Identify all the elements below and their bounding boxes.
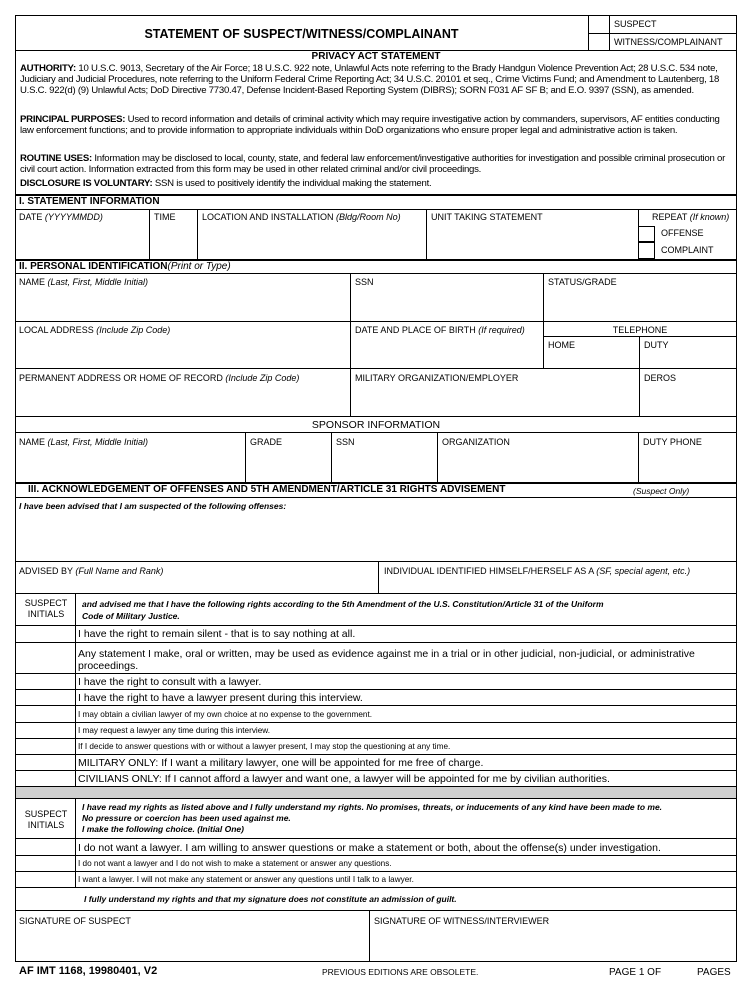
- choice-initials-1[interactable]: [17, 840, 74, 854]
- right-statement-evidence-cont: proceedings.: [78, 660, 139, 672]
- right-statement-evidence: Any statement I make, oral or written, may be used as evidence against me in a trial or in other judicial, non-judicial, or administrative: [78, 648, 695, 660]
- date-field[interactable]: [19, 224, 147, 257]
- time-field[interactable]: [151, 224, 195, 257]
- initials-field-5[interactable]: [17, 707, 74, 721]
- form-title: STATEMENT OF SUSPECT/WITNESS/COMPLAINANT: [144, 27, 459, 41]
- choice-want-lawyer: I want a lawyer. I will not make any statement or answer any questions until I talk to a lawyer.: [78, 875, 414, 884]
- signature-suspect-label: SIGNATURE OF SUSPECT: [19, 916, 131, 926]
- initials-field-3[interactable]: [17, 675, 74, 688]
- signature-witness-label: SIGNATURE OF WITNESS/INTERVIEWER: [374, 916, 550, 926]
- page-total: PAGES: [697, 967, 731, 978]
- dob-label: DATE AND PLACE OF BIRTH (If required): [355, 325, 525, 335]
- perm-address-label: PERMANENT ADDRESS OR HOME OF RECORD (Include Zip Code): [19, 373, 300, 383]
- telephone-label: TELEPHONE: [612, 325, 668, 335]
- initials-field-2[interactable]: [17, 644, 74, 672]
- choice-preamble: I have read my rights as listed above and I fully understand my rights. No promises, threats, or inducements of any kind have been made to me. No pressure or coercion has been used against me. I make the following choice. (Initial One): [82, 802, 663, 834]
- offense-checkbox[interactable]: [638, 226, 655, 242]
- date-label: DATE (YYYYMMDD): [19, 212, 103, 222]
- deros-field[interactable]: [641, 384, 735, 415]
- sponsor-name-label: NAME (Last, First, Middle Initial): [19, 437, 149, 447]
- witness-option-label: WITNESS/COMPLAINANT: [614, 37, 723, 47]
- repeat-label: REPEAT (If known): [652, 212, 730, 222]
- right-stop-questioning: If I decide to answer questions with or without a lawyer present, I may stop the questioning at any time.: [78, 742, 451, 751]
- complaint-checkbox[interactable]: [638, 242, 655, 259]
- advised-by-label: ADVISED BY (Full Name and Rank): [19, 566, 164, 576]
- military-org-label: MILITARY ORGANIZATION/EMPLOYER: [355, 373, 519, 383]
- sponsor-name-field[interactable]: [17, 448, 243, 480]
- location-label: LOCATION AND INSTALLATION (Bldg/Room No): [202, 212, 401, 222]
- sponsor-duty-phone-field[interactable]: [640, 448, 735, 480]
- suspect-only-note: (Suspect Only): [633, 486, 690, 496]
- right-request-lawyer: I may request a lawyer any time during this interview.: [78, 726, 271, 735]
- military-org-field[interactable]: [352, 384, 637, 415]
- sponsor-org-field[interactable]: [439, 448, 636, 480]
- privacy-disclosure: DISCLOSURE IS VOLUNTARY: SSN is used to positively identify the individual making the statement.: [20, 178, 432, 189]
- section1-title: I. STATEMENT INFORMATION: [19, 196, 160, 207]
- perm-address-field[interactable]: [17, 384, 348, 415]
- right-civilian-lawyer: I may obtain a civilian lawyer of my own choice at no expense to the government.: [78, 710, 372, 719]
- gray-divider: [16, 787, 736, 798]
- ssn-field[interactable]: [352, 288, 541, 319]
- privacy-title: PRIVACY ACT STATEMENT: [311, 51, 441, 62]
- privacy-routine-uses: ROUTINE USES: Information may be disclosed to local, county, state, and federal law enforcement/investigative authorities for investigation and possible criminal prosecution or civil court action. Information extracted from this form may be used in other related criminal and/or civil proceedings.: [20, 153, 726, 175]
- initials-field-1[interactable]: [17, 627, 74, 641]
- unit-label: UNIT TAKING STATEMENT: [431, 212, 543, 222]
- local-address-label: LOCAL ADDRESS (Include Zip Code): [19, 325, 171, 335]
- sponsor-ssn-field[interactable]: [333, 448, 435, 480]
- suspect-initials-header-2: SUSPECT INITIALS: [24, 809, 68, 830]
- ssn-label: SSN: [355, 277, 374, 287]
- choice-initials-3[interactable]: [17, 873, 74, 886]
- status-grade-field[interactable]: [545, 288, 735, 319]
- initials-field-7[interactable]: [17, 740, 74, 753]
- choice-no-lawyer-no-statement: I do not want a lawyer and I do not wish to make a statement or answer any questions.: [78, 859, 392, 868]
- identified-as-label: INDIVIDUAL IDENTIFIED HIMSELF/HERSELF AS A (SF, special agent, etc.): [384, 566, 691, 576]
- right-consult-lawyer: I have the right to consult with a lawyer.: [78, 676, 262, 688]
- sponsor-ssn-label: SSN: [336, 437, 355, 447]
- location-field[interactable]: [199, 224, 424, 257]
- sponsor-grade-label: GRADE: [250, 437, 283, 447]
- section2-title: II. PERSONAL IDENTIFICATION(Print or Type): [19, 261, 231, 272]
- signature-witness-field[interactable]: [371, 928, 735, 960]
- right-military-only: MILITARY ONLY: If I want a military lawyer, one will be appointed for me free of charge.: [78, 757, 484, 769]
- initials-field-8[interactable]: [17, 756, 74, 769]
- signature-suspect-field[interactable]: [17, 928, 367, 960]
- duty-phone-field[interactable]: [641, 351, 735, 367]
- sponsor-title: SPONSOR INFORMATION: [311, 419, 441, 431]
- status-grade-label: STATUS/GRADE: [548, 277, 617, 287]
- suspect-initials-header: SUSPECT INITIALS: [24, 598, 68, 619]
- initials-field-6[interactable]: [17, 724, 74, 737]
- choice-initials-2[interactable]: [17, 857, 74, 870]
- offense-label: OFFENSE: [661, 228, 704, 238]
- section3-title: III. ACKNOWLEDGEMENT OF OFFENSES AND 5TH AMENDMENT/ARTICLE 31 RIGHTS ADVISEMENT: [28, 484, 506, 495]
- duty-phone-label: DUTY: [644, 340, 669, 350]
- home-phone-label: HOME: [548, 340, 575, 350]
- unit-field[interactable]: [428, 224, 636, 257]
- rights-intro: and advised me that I have the following rights according to the 5th Amendment of the U.S. Constitution/Article 31 of the Uniform Code of Military Justice.: [82, 599, 604, 621]
- suspect-checkbox[interactable]: [589, 16, 608, 32]
- name-label: NAME (Last, First, Middle Initial): [19, 277, 149, 287]
- right-lawyer-present: I have the right to have a lawyer present during this interview.: [78, 692, 363, 704]
- page-number: PAGE 1 OF: [609, 967, 662, 978]
- deros-label: DEROS: [644, 373, 677, 383]
- suspect-option-label: SUSPECT: [614, 19, 657, 29]
- advised-by-field[interactable]: [17, 577, 376, 592]
- home-phone-field[interactable]: [545, 351, 637, 367]
- advised-offenses-label: I have been advised that I am suspected of the following offenses:: [19, 501, 287, 511]
- right-remain-silent: I have the right to remain silent - that is to say nothing at all.: [78, 628, 356, 640]
- witness-checkbox[interactable]: [589, 34, 608, 50]
- offenses-field[interactable]: [17, 514, 735, 560]
- identified-as-field[interactable]: [380, 577, 735, 592]
- privacy-purposes: PRINCIPAL PURPOSES: Used to record information and details of criminal activity which may require investigative action by commanders, supervisors, AF entities conducting law enforcement functions; and to provide information to appropriate individuals within DoD organizations who ensure proper legal and administrative action is taken.: [20, 114, 720, 136]
- time-label: TIME: [154, 212, 176, 222]
- privacy-authority: AUTHORITY: 10 U.S.C. 9013, Secretary of the Air Force; 18 U.S.C. 922 note, Unlawful Acts note referring to the Brady Handgun Violence Prevention Act; 28 U.S.C. 534 note, Judiciary and Judicial Procedures, note referring to the Uniform Federal Crime Reporting Act; 34 U.S.C. 20101 et seq., Crime Victims Fund; and Amendment to Lautenberg, 18 U.S.C. 922(d) (9) Unlawful Acts; DoD Directive 7730.47, Defense Incident-Based Reporting System (DIBRS); SORN F031 AF SF B; and E.O. 9397 (SSN), as amended.: [20, 63, 720, 96]
- understand-statement: I fully understand my rights and that my signature does not constitute an admission of guilt.: [84, 894, 457, 904]
- right-civilians-only: CIVILIANS ONLY: If I cannot afford a lawyer and want one, a lawyer will be appointed for me by civilian authorities.: [78, 773, 610, 785]
- sponsor-grade-field[interactable]: [247, 448, 329, 480]
- sponsor-duty-phone-label: DUTY PHONE: [643, 437, 702, 447]
- local-address-field[interactable]: [17, 336, 348, 367]
- initials-field-4[interactable]: [17, 691, 74, 704]
- form-id: AF IMT 1168, 19980401, V2: [19, 965, 158, 977]
- sponsor-org-label: ORGANIZATION: [442, 437, 510, 447]
- name-field[interactable]: [17, 288, 348, 319]
- choice-no-lawyer-answer: I do not want a lawyer. I am willing to answer questions or make a statement or both, about the offense(s) under investigation.: [78, 842, 661, 854]
- obsolete-notice: PREVIOUS EDITIONS ARE OBSOLETE.: [322, 967, 479, 977]
- initials-field-9[interactable]: [17, 772, 74, 785]
- complaint-label: COMPLAINT: [661, 245, 714, 255]
- dob-field[interactable]: [352, 336, 541, 367]
